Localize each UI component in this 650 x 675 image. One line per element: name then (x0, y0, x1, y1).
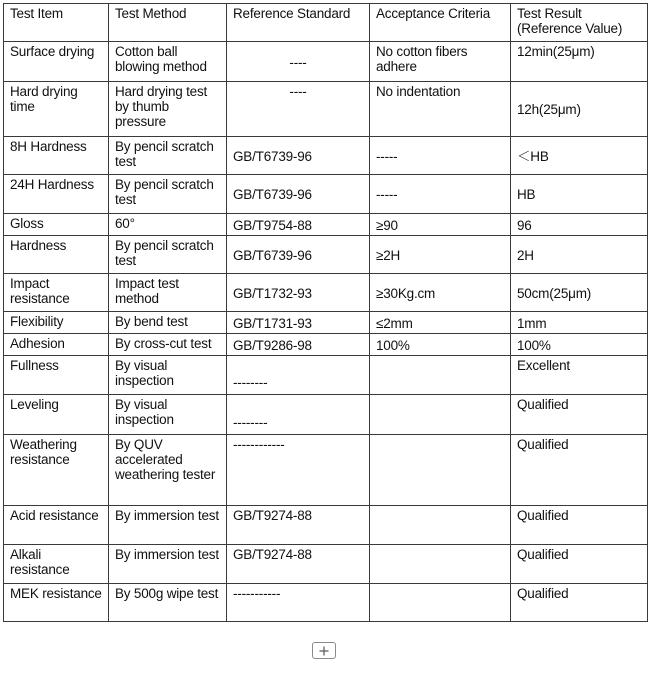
cell-test-item: Weathering resistance (4, 435, 109, 506)
expand-table-button[interactable] (312, 642, 336, 659)
table-row (4, 214, 648, 236)
cell-reference-standard: -------- (227, 356, 370, 395)
header-test-item: Test Item (4, 4, 109, 42)
cell-test-item: Gloss (4, 214, 109, 236)
table-row (4, 312, 648, 334)
cell-test-result: Qualified (511, 435, 648, 506)
table-row (4, 175, 648, 214)
cell-test-method: By visual inspection (109, 356, 227, 395)
cell-acceptance-criteria: 100% (370, 334, 511, 356)
cell-test-item: Surface drying (4, 42, 109, 82)
cell-test-method: By immersion test (109, 545, 227, 584)
cell-acceptance-criteria (370, 395, 511, 435)
table-row (4, 356, 648, 395)
cell-reference-standard: ---- (227, 42, 370, 82)
cell-test-method: Hard drying test by thumb pressure (109, 82, 227, 137)
table-row (4, 584, 648, 622)
cell-reference-standard: GB/T1732-93 (227, 274, 370, 312)
cell-test-method: By pencil scratch test (109, 175, 227, 214)
cell-acceptance-criteria: No indentation (370, 82, 511, 137)
header-reference-standard: Reference Standard (227, 4, 370, 42)
table-row (4, 545, 648, 584)
cell-acceptance-criteria: ≥2H (370, 236, 511, 274)
header-row (4, 4, 648, 42)
header-test-result: Test Result (Reference Value) (511, 4, 648, 42)
cell-acceptance-criteria (370, 356, 511, 395)
cell-test-item: Leveling (4, 395, 109, 435)
cell-acceptance-criteria (370, 435, 511, 506)
cell-test-result: Qualified (511, 506, 648, 545)
table-row (4, 395, 648, 435)
cell-reference-standard: GB/T9754-88 (227, 214, 370, 236)
cell-acceptance-criteria: ----- (370, 137, 511, 175)
cell-test-result: 96 (511, 214, 648, 236)
cell-test-item: Hard drying time (4, 82, 109, 137)
cell-test-result: HB (511, 175, 648, 214)
cell-test-item: MEK resistance (4, 584, 109, 622)
header-test-method: Test Method (109, 4, 227, 42)
cell-test-method: By QUV accelerated weathering tester (109, 435, 227, 506)
cell-acceptance-criteria: ≤2mm (370, 312, 511, 334)
cell-reference-standard: -------- (227, 395, 370, 435)
cell-test-result: 1mm (511, 312, 648, 334)
cell-test-result: Qualified (511, 395, 648, 435)
cell-test-result: Qualified (511, 584, 648, 622)
cell-test-method: By pencil scratch test (109, 137, 227, 175)
cell-test-result: 12h(25μm) (511, 82, 648, 137)
cell-acceptance-criteria: No cotton fibers adhere (370, 42, 511, 82)
test-spec-table (3, 3, 648, 622)
cell-test-item: 24H Hardness (4, 175, 109, 214)
cell-reference-standard: ---- (227, 82, 370, 137)
table-row (4, 506, 648, 545)
cell-reference-standard: ------------ (227, 435, 370, 506)
cell-reference-standard: GB/T1731-93 (227, 312, 370, 334)
cell-test-result: Qualified (511, 545, 648, 584)
cell-test-method: By cross-cut test (109, 334, 227, 356)
cell-test-result: 12min(25μm) (511, 42, 648, 82)
cell-test-method: By bend test (109, 312, 227, 334)
cell-test-item: Acid resistance (4, 506, 109, 545)
cell-reference-standard: GB/T6739-96 (227, 236, 370, 274)
cell-reference-standard: GB/T9274-88 (227, 506, 370, 545)
cell-acceptance-criteria (370, 506, 511, 545)
table-row (4, 435, 648, 506)
cell-reference-standard: GB/T6739-96 (227, 175, 370, 214)
table-row (4, 334, 648, 356)
cell-reference-standard: ----------- (227, 584, 370, 622)
cell-test-method: By 500g wipe test (109, 584, 227, 622)
cell-reference-standard: GB/T9274-88 (227, 545, 370, 584)
table-row (4, 236, 648, 274)
cell-test-item: 8H Hardness (4, 137, 109, 175)
cell-reference-standard: GB/T6739-96 (227, 137, 370, 175)
cell-test-item: Fullness (4, 356, 109, 395)
cell-test-method: Cotton ball blowing method (109, 42, 227, 82)
cell-test-method: By visual inspection (109, 395, 227, 435)
cell-acceptance-criteria (370, 545, 511, 584)
cell-acceptance-criteria: ≥90 (370, 214, 511, 236)
cell-test-item: Flexibility (4, 312, 109, 334)
cell-test-method: Impact test method (109, 274, 227, 312)
table-row (4, 42, 648, 82)
cell-acceptance-criteria: ----- (370, 175, 511, 214)
cell-test-item: Adhesion (4, 334, 109, 356)
cell-test-method: 60° (109, 214, 227, 236)
cell-test-item: Alkali resistance (4, 545, 109, 584)
cell-test-method: By pencil scratch test (109, 236, 227, 274)
table-row (4, 82, 648, 137)
table-row (4, 137, 648, 175)
cell-reference-standard: GB/T9286-98 (227, 334, 370, 356)
cell-acceptance-criteria (370, 584, 511, 622)
cell-test-result: 100% (511, 334, 648, 356)
cell-test-result: 2H (511, 236, 648, 274)
cell-test-result: ＜HB (511, 137, 648, 175)
cell-test-result: Excellent (511, 356, 648, 395)
table-row (4, 274, 648, 312)
plus-icon (318, 645, 330, 657)
cell-test-item: Impact resistance (4, 274, 109, 312)
cell-acceptance-criteria: ≥30Kg.cm (370, 274, 511, 312)
header-acceptance-criteria: Acceptance Criteria (370, 4, 511, 42)
cell-test-method: By immersion test (109, 506, 227, 545)
cell-test-item: Hardness (4, 236, 109, 274)
cell-test-result: 50cm(25μm) (511, 274, 648, 312)
